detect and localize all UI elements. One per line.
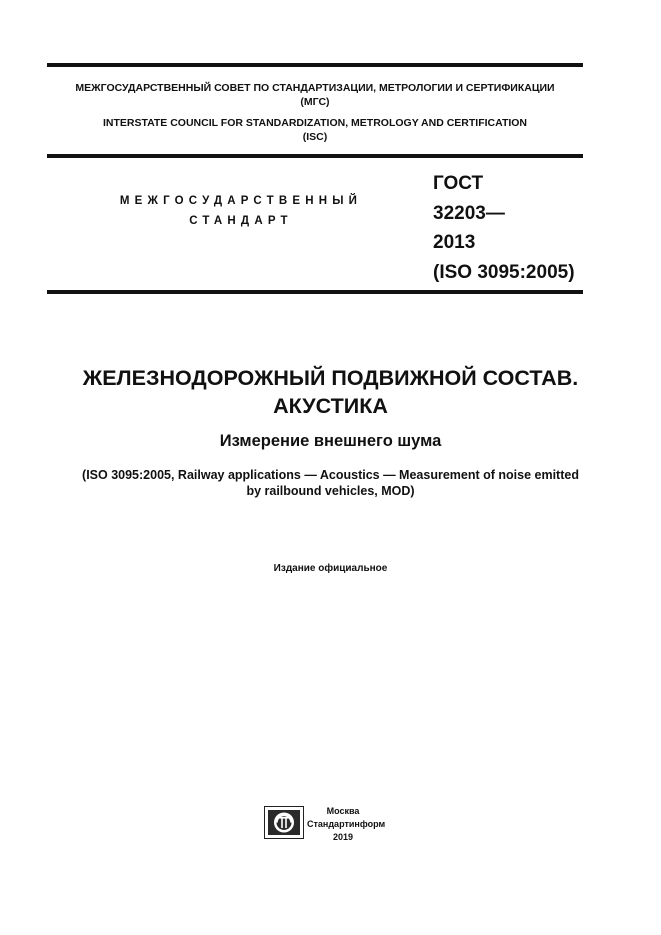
- official-edition-label: Издание официальное: [273, 563, 388, 574]
- publisher-name: Стандартинформ: [307, 819, 386, 829]
- council-abbr-en: (ISC): [302, 131, 328, 143]
- gost-iso-reference: (ISO 3095:2005): [433, 261, 575, 283]
- document-title-line2: АКУСТИКА: [273, 394, 388, 418]
- gost-designation: [433, 169, 575, 287]
- standard-type: [100, 191, 382, 231]
- iso-equivalence-note: [20, 467, 641, 499]
- bottom-rule: [47, 290, 583, 294]
- document-subtitle: Измерение внешнего шума: [219, 432, 442, 450]
- council-name-en-line: INTERSTATE COUNCIL FOR STANDARDIZATION, METROLOGY AND CERTIFICATION: [102, 117, 528, 129]
- iso-note-line1: (ISO 3095:2005, Railway applications — Acoustics — Measurement of noise emitted: [82, 468, 579, 482]
- document-title: [20, 364, 641, 420]
- standard-type-line2: СТАНДАРТ: [189, 215, 293, 227]
- top-rule: [47, 63, 583, 67]
- council-name-ru-line: МЕЖГОСУДАРСТВЕННЫЙ СОВЕТ ПО СТАНДАРТИЗАЦИИ, МЕТРОЛОГИИ И СЕРТИФИКАЦИИ: [75, 82, 555, 94]
- gost-year: 2013: [433, 232, 476, 253]
- standartinform-logo-icon: [264, 806, 304, 839]
- middle-rule: [47, 154, 583, 158]
- publication-year: 2019: [332, 832, 354, 842]
- standard-type-line1: МЕЖГОСУДАРСТВЕННЫЙ: [119, 195, 363, 207]
- document-title-line1: ЖЕЛЕЗНОДОРОЖНЫЙ ПОДВИЖНОЙ СОСТАВ.: [82, 366, 579, 390]
- council-name-ru: [47, 81, 583, 109]
- council-name-en: [47, 116, 583, 144]
- publisher-city: Москва: [326, 806, 360, 816]
- gost-label: ГОСТ: [433, 173, 484, 194]
- iso-note-line2: by railbound vehicles, MOD): [246, 484, 415, 498]
- council-abbr-ru: (МГС): [300, 96, 330, 108]
- gost-number: 32203—: [433, 202, 505, 224]
- publisher-block: [307, 805, 386, 844]
